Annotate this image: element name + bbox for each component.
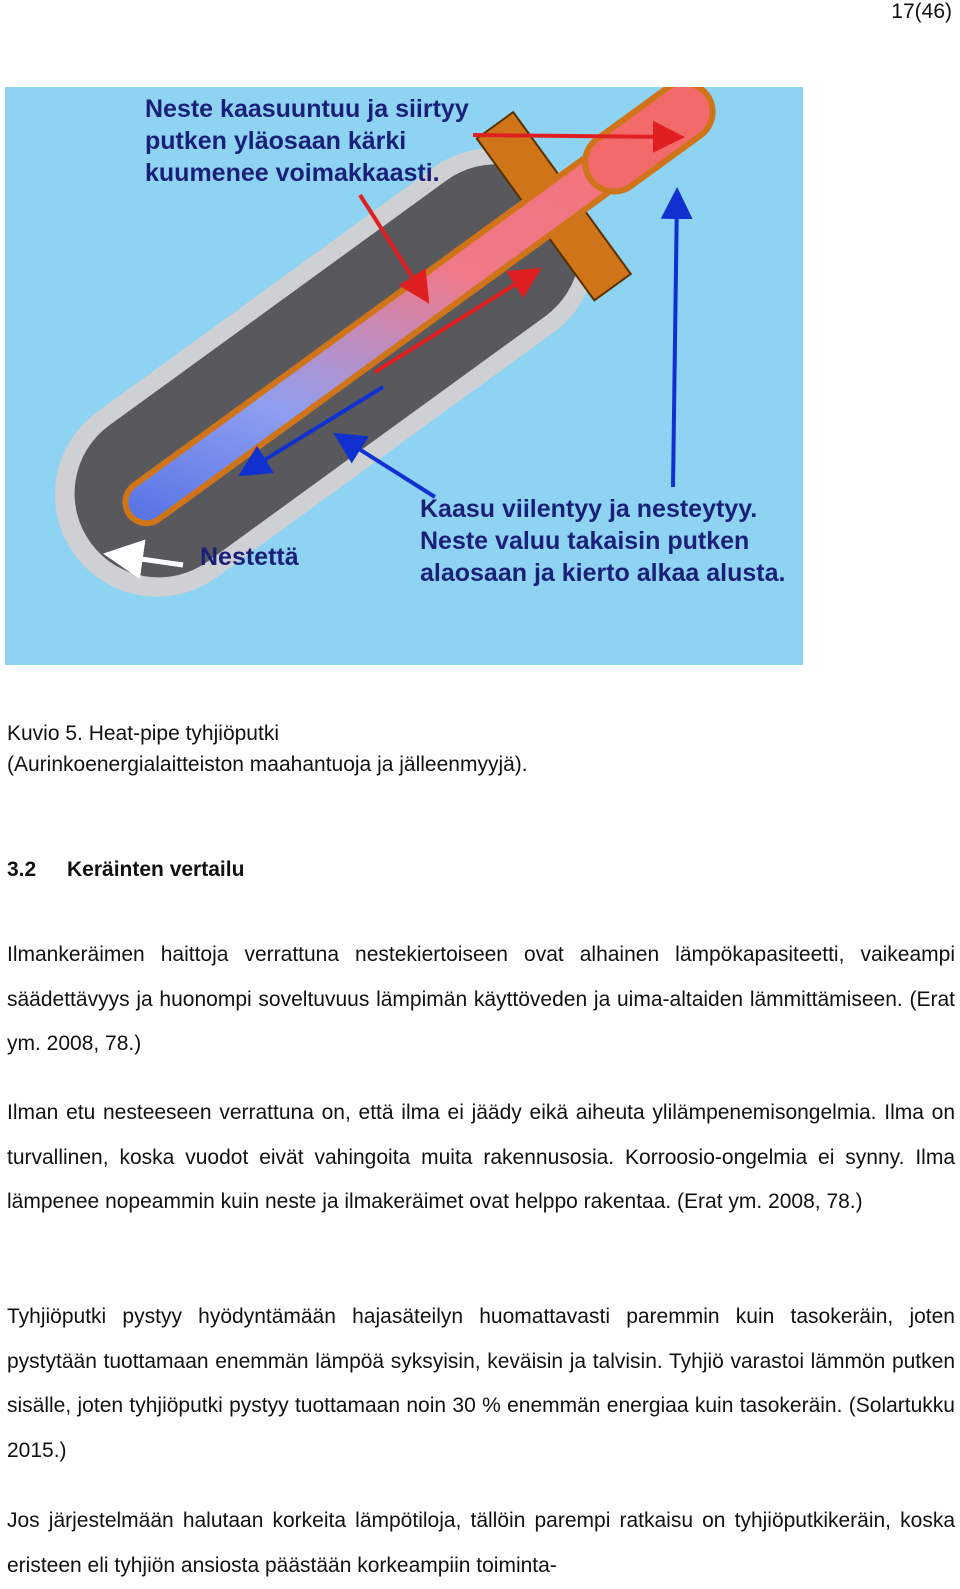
section-number: 3.2 [7, 858, 37, 881]
section-title: Keräinten vertailu [67, 858, 245, 881]
section-heading [7, 858, 244, 882]
heat-pipe-figure [5, 87, 803, 665]
figure-label-top: Neste kaasuuntuu ja siirtyy putken yläosaan kärki kuumenee voimakkaasti. [145, 95, 469, 187]
paragraph: Ilmankeräimen haittoja verrattuna nestekiertoiseen ovat alhainen lämpökapasiteetti, vaikeampi säädettävyys ja huonompi soveltuvuus lämpimän käyttöveden ja uima-altaiden lämmittämiseen. (Erat ym. 2008, 78.) [7, 943, 955, 1055]
paragraph: Jos järjestelmään halutaan korkeita lämpötiloja, tällöin parempi ratkaisu on tyhjiöputkikeräin, koska eristeen eli tyhjiön ansiosta päästään korkeampiin toiminta- [7, 1509, 955, 1577]
figure-label-liquid: Nestettä [200, 543, 299, 571]
paragraph: Tyhjiöputki pystyy hyödyntämään hajasäteilyn huomattavasti paremmin kuin tasokeräin, joten pystytään tuottamaan enemmän lämpöä syksyisin, keväisin ja talvisin. Tyhjiö varastoi lämmön putken sisälle, joten tyhjiöputki pystyy tuottamaan noin 30 % enemmän energiaa kuin tasokeräin. (Solartukku 2015.) [7, 1305, 955, 1462]
paragraph: Ilman etu nesteeseen verrattuna on, että ilma ei jäädy eikä aiheuta ylilämpenemisongelmia. Ilma on turvallinen, koska vuodot eivät vahingoita muita rakennusosia. Korroosio-ongelmia ei synny. Ilma lämpenee nopeammin kuin neste ja ilmakeräimet ovat helppo rakentaa. (Erat ym. 2008, 78.) [7, 1101, 955, 1213]
caption-line-1: Kuvio 5. Heat-pipe tyhjiöputki [7, 722, 279, 745]
figure-caption [7, 718, 528, 780]
figure-label-bottom: Kaasu viilentyy ja nesteytyy. Neste valuu takaisin putken alaosaan ja kierto alkaa alusta. [420, 495, 786, 587]
caption-line-2: (Aurinkoenergialaitteiston maahantuoja ja jälleenmyyjä). [7, 753, 528, 776]
page-number: 17(46) [891, 0, 952, 23]
red-arrow-top [473, 135, 677, 137]
